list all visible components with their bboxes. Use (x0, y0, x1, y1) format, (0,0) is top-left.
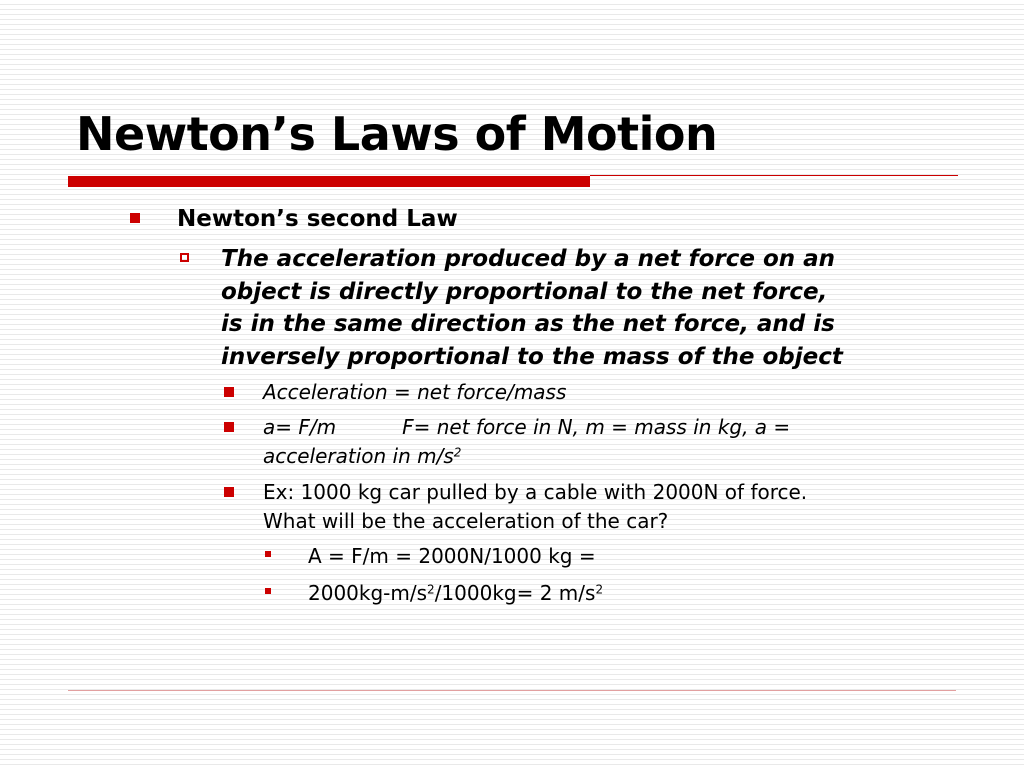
variable-definitions: F= net force in N, m = mass in kg, a = (402, 415, 791, 439)
title-underline-thin (590, 175, 958, 176)
definition-line-3: is in the same direction as the net force, and is (221, 311, 835, 337)
bullet-text: A = F/m = 2000N/1000 kg = (308, 544, 596, 568)
definition-line-2: object is directly proportional to the net force, (221, 278, 828, 305)
bullet-text: Acceleration = net force/mass (263, 380, 567, 404)
filled-square-bullet-icon (130, 213, 140, 223)
bullet-text: Newton’s second Law (177, 206, 458, 232)
filled-square-bullet-icon (224, 387, 234, 397)
calc-part-2: /1000kg= 2 m/s (434, 581, 596, 605)
filled-square-bullet-icon (224, 487, 234, 497)
small-square-bullet-icon (265, 588, 271, 594)
definition-line-1: The acceleration produced by a net force on an (221, 246, 836, 272)
title-underline-thick (68, 176, 590, 187)
example-line-2: What will be the acceleration of the car? (263, 509, 669, 533)
definition-line-4: inversely proportional to the mass of the object (221, 343, 843, 370)
superscript: 2 (453, 445, 462, 460)
superscript: 2 (427, 582, 435, 597)
acceleration-units: acceleration in m/s (263, 444, 454, 468)
example-line-1: Ex: 1000 kg car pulled by a cable with 2000N of force. (263, 480, 808, 504)
small-square-bullet-icon (265, 551, 271, 557)
hollow-square-bullet-icon (180, 253, 189, 262)
formula-line-2 (263, 442, 461, 471)
footer-divider (68, 690, 956, 691)
bullet-text (308, 579, 603, 608)
slide-title: Newton’s Laws of Motion (76, 107, 718, 161)
calc-part-1: 2000kg-m/s (308, 581, 428, 605)
superscript: 2 (595, 582, 604, 597)
formula: a= F/m (263, 415, 337, 439)
formula-line-1 (263, 413, 790, 442)
filled-square-bullet-icon (224, 422, 234, 432)
